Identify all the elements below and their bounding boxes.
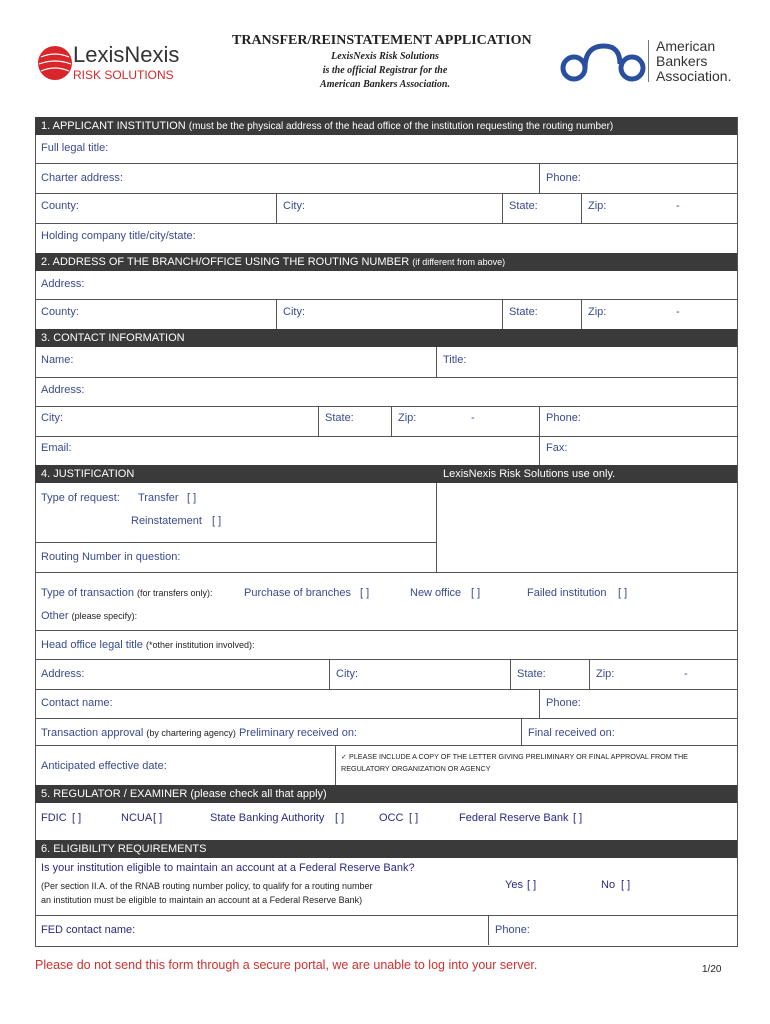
s3-title-label: Title: xyxy=(443,354,467,366)
s1-state-label: State: xyxy=(509,200,538,212)
reinstatement-label: Reinstatement xyxy=(131,515,202,527)
transfer-label: Transfer xyxy=(138,492,179,504)
s1-zip-dash: - xyxy=(676,200,680,212)
s6-phone-label: Phone: xyxy=(495,924,530,936)
aba-line-3: Association. xyxy=(656,68,732,84)
purchase-of-branches-label: Purchase of branches xyxy=(244,587,352,599)
fdic-checkbox[interactable]: [ ] xyxy=(72,812,82,824)
s2-zip-label: Zip: xyxy=(588,306,607,318)
no-label: No xyxy=(601,879,616,891)
s2-address-label: Address: xyxy=(41,278,85,290)
s2-state-label: State: xyxy=(509,306,538,318)
s4-address-label: Address: xyxy=(41,668,85,680)
registrar-line-2: is the official Registrar for the xyxy=(322,65,448,76)
aba-emblem-icon xyxy=(560,40,648,84)
section-1-header: 1. APPLICANT INSTITUTION (must be the physical address of the head office of the institution requesting the routing number) xyxy=(35,117,737,135)
portal-warning: Please do not send this form through a secure portal, we are unable to log into your server. xyxy=(35,958,538,972)
registrar-line-1: LexisNexis Risk Solutions xyxy=(331,51,439,62)
aba-line-2: Bankers xyxy=(656,53,708,69)
page-number: 1/20 xyxy=(702,964,722,975)
s3-email-label: Email: xyxy=(41,442,72,454)
s4-phone-label: Phone: xyxy=(546,697,581,709)
s4-zip-dash: - xyxy=(684,668,688,680)
eligibility-note-2: an institution must be eligible to maintain an account at a Federal Reserve Bank) xyxy=(41,895,363,905)
aba-logo xyxy=(560,38,740,88)
occ-label: OCC xyxy=(379,812,404,824)
transaction-approval-label: Transaction approval (by chartering agency) Preliminary received on: xyxy=(41,727,357,739)
approval-letter-note-2: REGULATORY ORGANIZATION OR AGENCY xyxy=(341,764,491,773)
lexis-use-only-label: LexisNexis Risk Solutions use only. xyxy=(443,468,616,480)
anticipated-date-label: Anticipated effective date: xyxy=(41,760,167,772)
section-4-header: 4. JUSTIFICATION xyxy=(35,465,737,483)
s3-city-label: City: xyxy=(41,412,63,424)
lexisnexis-subtitle: RISK SOLUTIONS xyxy=(73,68,174,82)
section-2-header: 2. ADDRESS OF THE BRANCH/OFFICE USING THE ROUTING NUMBER (if different from above) xyxy=(35,253,737,271)
failed-institution-label: Failed institution xyxy=(527,587,607,599)
type-of-request-label: Type of request: xyxy=(41,492,120,504)
s3-state-label: State: xyxy=(325,412,354,424)
page-title: TRANSFER/REINSTATEMENT APPLICATION xyxy=(232,33,532,48)
holding-company-label: Holding company title/city/state: xyxy=(41,230,196,242)
s2-city-label: City: xyxy=(283,306,305,318)
s1-zip-label: Zip: xyxy=(588,200,607,212)
s2-county-label: County: xyxy=(41,306,79,318)
s1-city-label: City: xyxy=(283,200,305,212)
lexisnexis-globe-icon xyxy=(35,43,75,83)
ncua-label: NCUA xyxy=(121,812,153,824)
transfer-checkbox[interactable]: [ ] xyxy=(187,492,197,504)
charter-address-label: Charter address: xyxy=(41,172,123,184)
s1-county-label: County: xyxy=(41,200,79,212)
s2-zip-dash: - xyxy=(676,306,680,318)
s4-state-label: State: xyxy=(517,668,546,680)
yes-label: Yes xyxy=(505,879,523,891)
full-legal-title-field[interactable] xyxy=(120,137,730,161)
eligibility-question: Is your institution eligible to maintain an account at a Federal Reserve Bank? xyxy=(41,862,415,874)
full-legal-title-label: Full legal title: xyxy=(41,142,109,154)
yes-checkbox[interactable]: [ ] xyxy=(527,879,537,891)
frb-label: Federal Reserve Bank xyxy=(459,812,569,824)
section-3-header: 3. CONTACT INFORMATION xyxy=(35,329,737,347)
s1-phone-label: Phone: xyxy=(546,172,581,184)
state-banking-label: State Banking Authority xyxy=(210,812,325,824)
s4-city-label: City: xyxy=(336,668,358,680)
no-checkbox[interactable]: [ ] xyxy=(621,879,631,891)
frb-checkbox[interactable]: [ ] xyxy=(573,812,583,824)
reinstatement-checkbox[interactable]: [ ] xyxy=(212,515,222,527)
s4-zip-label: Zip: xyxy=(596,668,615,680)
other-label: Other (please specify): xyxy=(41,610,138,622)
s3-phone-label: Phone: xyxy=(546,412,581,424)
lexisnexis-wordmark: LexisNexis xyxy=(73,42,180,67)
approval-letter-note-1: ✓ PLEASE INCLUDE A COPY OF THE LETTER GIVING PRELIMINARY OR FINAL APPROVAL FROM THE xyxy=(341,752,688,761)
registrar-line-3: American Bankers Association. xyxy=(320,79,450,90)
aba-line-1: American xyxy=(656,38,716,54)
s3-zip-label: Zip: xyxy=(398,412,417,424)
state-banking-checkbox[interactable]: [ ] xyxy=(335,812,345,824)
final-received-label: Final received on: xyxy=(528,727,615,739)
failed-checkbox[interactable]: [ ] xyxy=(618,587,628,599)
s3-fax-label: Fax: xyxy=(546,442,568,454)
s3-name-label: Name: xyxy=(41,354,74,366)
section-6-header: 6. ELIGIBILITY REQUIREMENTS xyxy=(35,840,737,858)
eligibility-note-1: (Per section II.A. of the RNAB routing number policy, to qualify for a routing number xyxy=(41,881,373,891)
section-5-header: 5. REGULATOR / EXAMINER (please check all that apply) xyxy=(35,785,737,803)
new-office-label: New office xyxy=(410,587,462,599)
occ-checkbox[interactable]: [ ] xyxy=(409,812,419,824)
fdic-label: FDIC xyxy=(41,812,67,824)
head-office-label: Head office legal title (*other institution involved): xyxy=(41,639,255,651)
type-of-transaction-label: Type of transaction (for transfers only): xyxy=(41,587,213,599)
routing-number-label: Routing Number in question: xyxy=(41,551,181,563)
purchase-checkbox[interactable]: [ ] xyxy=(360,587,370,599)
s3-address-label: Address: xyxy=(41,384,85,396)
ncua-checkbox[interactable]: [ ] xyxy=(153,812,163,824)
fed-contact-label: FED contact name: xyxy=(41,924,136,936)
contact-name-label: Contact name: xyxy=(41,697,113,709)
s3-zip-dash: - xyxy=(471,412,475,424)
new-office-checkbox[interactable]: [ ] xyxy=(471,587,481,599)
